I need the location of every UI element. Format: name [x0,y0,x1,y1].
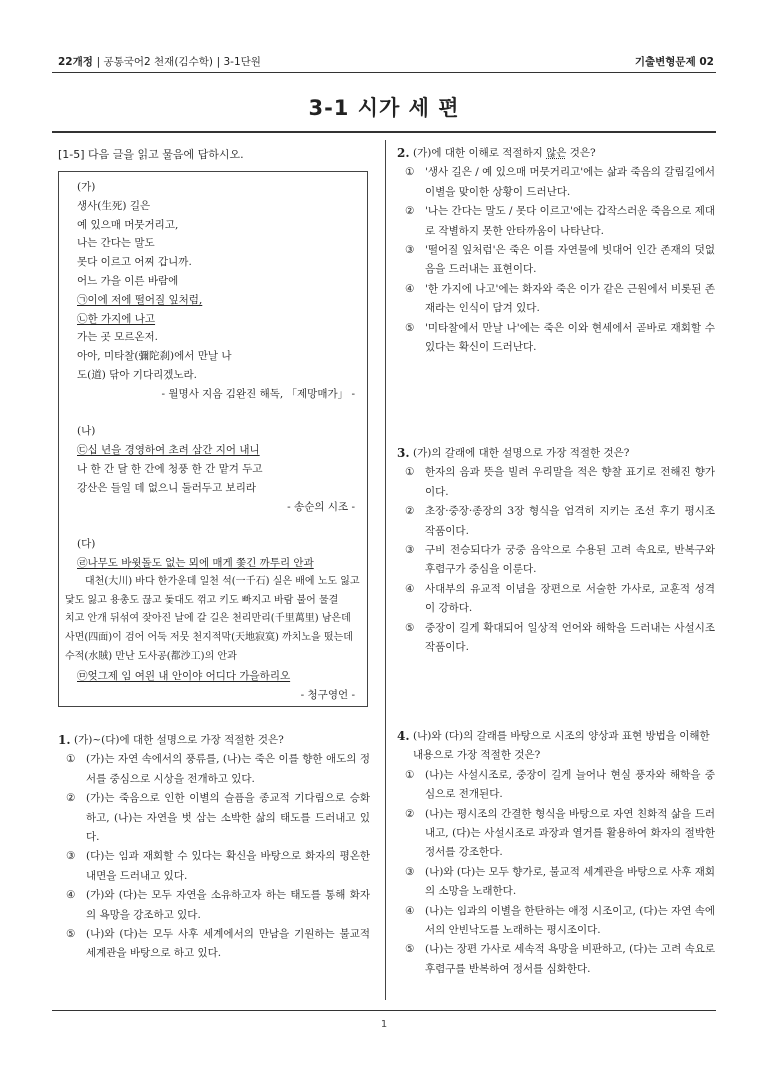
option-text: (가)와 (다)는 모두 자연을 소유하고자 하는 태도를 통해 화자의 욕망을 강조하고 있다. [86,889,370,921]
passage-line: 도(道) 닦아 기다리겠노라. [77,368,197,381]
option-2[interactable] [397,202,715,241]
question-stem: (가)의 갈래에 대한 설명으로 가장 적절한 것은? [413,447,630,459]
passage-da-label: (다) [77,538,96,551]
option-5[interactable] [397,619,715,658]
option-5[interactable] [397,940,715,979]
passage-line: 수적(水賊) 만난 도사공(都沙工)의 안과 [65,650,237,662]
option-mark: ② [405,205,415,218]
option-text: '생사 길은 / 예 있으매 머뭇거리고'에는 삶과 죽음의 갈림길에서 이별을 맞이한 상황이 드러난다. [425,166,715,198]
option-mark: ⑤ [66,928,76,941]
passage-line: 못다 이르고 어찌 갑니까. [77,256,192,269]
option-text: '한 가지에 나고'에는 화자와 죽은 이가 같은 근원에서 비롯된 존재라는 인식이 담겨 있다. [425,282,715,315]
passage-line: 예 있으매 머뭇거리고, [77,218,179,231]
option-text: (나)는 장편 가사로 세속적 욕망을 비판하고, (다)는 고려 속요로 후렴구를 반복하여 정서를 심화한다. [425,943,715,975]
question-stem: (나)와 (다)의 갈래를 바탕으로 시조의 양상과 표현 방법을 이해한 내용으로 가장 적절한 것은? [413,730,710,762]
option-text: 한자의 음과 뜻을 빌려 우리말을 적은 향찰 표기로 전해진 향가이다. [425,466,715,498]
question-2 [397,144,715,357]
option-mark: ⑤ [405,621,415,634]
page-header [52,50,716,70]
question-stem-pre: (가)에 대한 이해로 적절하지 [413,147,547,159]
option-text: (나)와 (다)는 모두 향가로, 불교적 세계관을 바탕으로 사후 재회의 소망을 노래한다. [425,865,715,898]
question-stem-emphasis: 않은 [546,147,567,159]
option-mark: ④ [405,904,415,917]
question-number: 2. [397,146,410,160]
option-3[interactable] [397,541,715,580]
option-1[interactable] [397,163,715,202]
passage-line: 치고 안개 뒤섞여 잦아진 날에 갈 길은 천리만리(千里萬里) 남은데 [65,613,351,625]
passage-ga-label: (가) [77,181,96,193]
page-title: 3-1 시가 세 편 [308,96,460,120]
option-mark: ④ [405,282,415,295]
option-4[interactable] [397,580,715,619]
instruction: [1-5] 다음 글을 읽고 물음에 답하시오. [58,148,244,161]
option-text: (가)는 죽음으로 인한 이별의 슬픔을 종교적 기다림으로 승화하고, (나)는 자연을 벗 삼는 소박한 삶의 태도를 드러내고 있다. [86,792,370,844]
passage-na-label: (나) [77,425,96,438]
passage-line: 강산은 들일 데 없으니 둘러두고 보리라 [77,481,256,494]
option-text: (나)는 사설시조로, 중장이 길게 늘어나 현실 풍자와 해학을 중심으로 전개된다. [425,768,715,801]
option-4[interactable] [397,280,715,319]
option-mark: ② [405,505,415,518]
passage-line: 아아, 미타찰(彌陀刹)에서 만날 나 [77,350,232,363]
option-1[interactable] [58,750,370,789]
question-stem [413,144,596,163]
option-text: '미타찰에서 만날 나'에는 죽은 이와 현세에서 곧바로 재회할 수 있다는 확신이 드러난다. [425,321,715,354]
option-5[interactable] [58,925,370,964]
option-1[interactable] [397,766,715,805]
option-mark: ② [405,807,415,820]
option-mark: ⑤ [405,321,415,334]
passage-line: 어느 가을 이른 바람에 [77,274,179,287]
header-sep: | [216,56,221,68]
option-text: (다)는 임과 재회할 수 있다는 확신을 바탕으로 화자의 평온한 내면을 드러내고 있다. [86,850,370,882]
option-mark: ① [405,768,415,781]
option-3[interactable] [397,241,715,280]
column-divider [385,140,386,1000]
option-text: '나는 간다는 말도 / 못다 이르고'에는 갑작스러운 죽음으로 제대로 작별하지 못한 안타까움이 나타난다. [425,205,715,237]
option-text: 구비 전승되다가 궁중 음악으로 수용된 고려 속요로, 반복구와 후렴구가 중심을 이룬다. [425,544,715,576]
passage-line: 나는 간다는 말도 [77,237,155,250]
option-text: (나)는 평시조의 간결한 형식을 바탕으로 자연 친화적 삶을 드러내고, (다)는 사설시조로 과장과 열거를 활용하여 화자의 절박한 정서를 강조한다. [425,807,715,859]
option-mark: ① [66,753,76,766]
option-text: '떨어질 잎처럼'은 죽은 이를 자연물에 빗대어 인간 존재의 덧없음을 드러내는 표현이다. [425,244,715,276]
header-subject: 공통국어2 천재(김수학) [103,56,213,68]
underlined-phrase-b: ㉡한 가지에 나고 [77,312,156,325]
option-text: (나)와 (다)는 모두 사후 세계에서의 만남을 기원하는 불교적 세계관을 바탕으로 하고 있다. [86,928,370,960]
header-rule [52,72,716,73]
passage-line: 생사(生死) 길은 [77,199,151,212]
question-stem: (가)~(다)에 대한 설명으로 가장 적절한 것은? [74,734,284,746]
passage-source: - 송순의 시조 - [287,500,355,513]
option-mark: ③ [66,850,76,863]
header-curriculum: 22개정 [58,56,93,68]
option-text: 중장이 길게 확대되어 일상적 언어와 해학을 드러내는 사설시조 작품이다. [425,621,715,654]
option-mark: ① [405,466,415,479]
passage-line: 사면(四面)이 검어 어둑 저뭇 천지적막(天地寂寞) 까치노을 떴는데 [65,632,353,644]
header-label: 기출변형문제 02 [634,56,714,68]
underlined-phrase-c: ㉢십 년을 경영하여 초려 삼간 지어 내니 [77,444,260,457]
option-1[interactable] [397,463,715,502]
question-stem-post: 것은? [566,147,596,159]
option-text: 사대부의 유교적 이념을 장편으로 서술한 가사로, 교훈적 성격이 강하다. [425,582,715,615]
option-3[interactable] [397,863,715,902]
option-mark: ⑤ [405,943,415,956]
passage-box [58,171,368,707]
underlined-phrase-d: ㉣나무도 바윗돌도 없는 뫼에 매게 쫓긴 까투리 안과 [77,556,314,569]
question-1 [58,731,370,964]
option-4[interactable] [397,902,715,941]
option-text: 초장·중장·종장의 3장 형식을 엄격히 지키는 조선 후기 평시조 작품이다. [425,505,715,537]
passage-line: 가는 곳 모르온저. [77,331,159,344]
footer-rule [52,1010,716,1011]
option-mark: ④ [66,889,76,902]
question-4 [397,727,715,979]
option-mark: ③ [405,244,415,257]
page-number: 1 [380,1019,388,1030]
option-2[interactable] [397,502,715,541]
passage-source: - 월명사 지음 김완진 해독, 「제망매가」 - [161,387,355,400]
option-2[interactable] [397,805,715,863]
title-rule [52,131,716,133]
passage-source: - 청구영언 - [300,688,355,701]
option-2[interactable] [58,789,370,847]
option-4[interactable] [58,886,370,925]
question-number: 3. [397,446,410,460]
option-mark: ④ [405,582,415,595]
option-mark: ② [66,792,76,805]
option-3[interactable] [58,847,370,886]
header-course-info [58,54,261,69]
option-mark: ③ [405,865,415,878]
option-5[interactable] [397,319,715,358]
option-text: (가)는 자연 속에서의 풍류를, (나)는 죽은 이를 향한 애도의 정서를 중심으로 시상을 전개하고 있다. [86,753,370,785]
underlined-phrase-a: ㉠이에 저에 떨어질 잎처럼, [77,293,203,306]
header-unit: 3-1단원 [223,56,261,68]
passage-line: 닻도 잃고 용총도 끊고 돛대도 꺾고 키도 빠지고 바람 불어 물결 [65,594,339,606]
passage-line: 대천(大川) 바다 한가운데 일천 석(一千石) 실은 배에 노도 잃고 [85,575,360,587]
question-number: 4. [397,729,410,743]
option-text: (나)는 임과의 이별을 한탄하는 애정 시조이고, (다)는 자연 속에서의 안빈낙도를 노래하는 평시조이다. [425,904,715,937]
underlined-phrase-e: ㉤엊그제 임 여읜 내 안이야 어디다 가을하리오 [77,669,291,682]
question-3 [397,444,715,657]
option-mark: ① [405,166,415,179]
passage-line: 나 한 간 달 한 간에 청풍 한 간 맡겨 두고 [77,462,263,475]
question-number: 1. [58,733,71,747]
option-mark: ③ [405,544,415,557]
header-sep: | [96,56,101,68]
